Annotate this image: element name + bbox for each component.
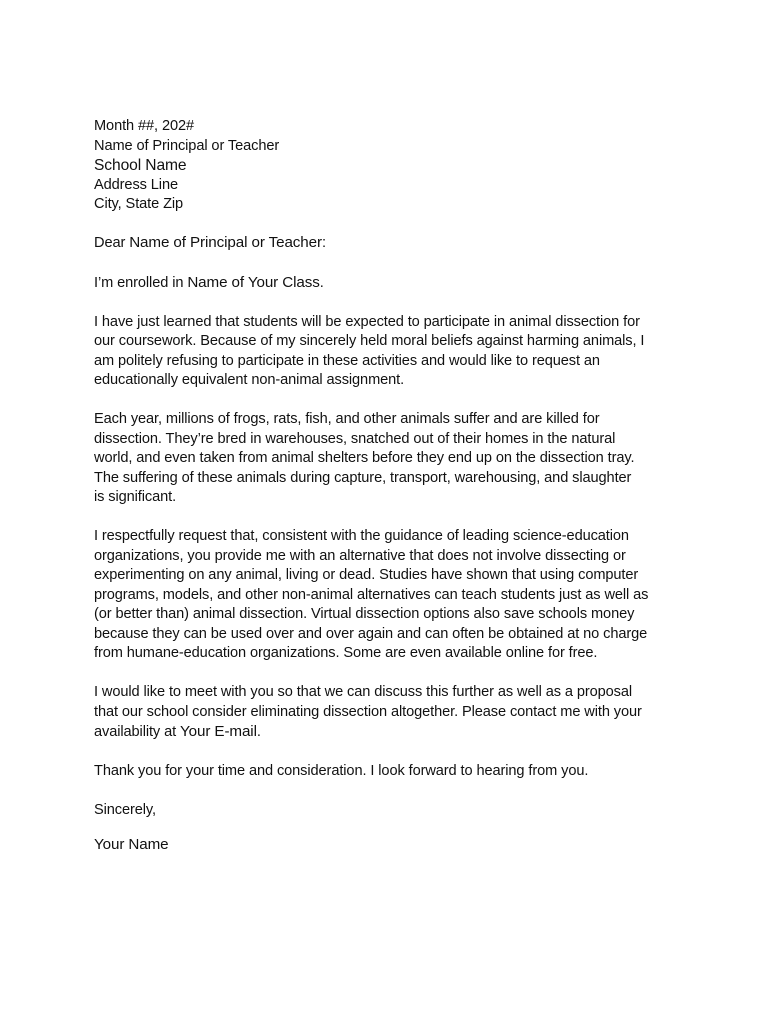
enrolled-line bbox=[94, 273, 694, 294]
paragraph-line: educationally equivalent non-animal assignment. bbox=[94, 372, 405, 388]
address-block bbox=[94, 117, 694, 215]
paragraph-line: I have just learned that students will be expected to participate in animal dissection for bbox=[94, 313, 640, 330]
salutation-prefix: Dear bbox=[94, 234, 130, 251]
paragraph-line: Each year, millions of frogs, rats, fish, and other animals suffer and are killed for bbox=[94, 411, 600, 427]
availability-prefix: availability at bbox=[94, 724, 181, 740]
enrolled-prefix: I’m enrolled in bbox=[94, 274, 188, 291]
email-placeholder: Your E-mail bbox=[180, 723, 257, 740]
letter-date: Month ##, 202# bbox=[94, 118, 195, 134]
letter-body bbox=[94, 117, 694, 854]
city-state-zip: City, State Zip bbox=[94, 196, 184, 212]
paragraph-request bbox=[94, 313, 694, 391]
paragraph-line: I respectfully request that, consistent with the guidance of leading science-education bbox=[94, 528, 629, 544]
sign-off: Sincerely, bbox=[94, 802, 156, 818]
paragraph-alternatives bbox=[94, 527, 694, 664]
paragraph-line: because they can be used over and over again and can often be obtained at no charge bbox=[94, 625, 648, 642]
paragraph-meeting bbox=[94, 683, 694, 743]
paragraph-line: from humane-education organizations. Some are even available online for free. bbox=[94, 645, 598, 661]
class-name: Name of Your Class bbox=[187, 273, 320, 291]
address-line: Address Line bbox=[94, 176, 178, 193]
paragraph-line: experimenting on any animal, living or dead. Studies have shown that using computer bbox=[94, 567, 639, 583]
paragraph-line: is significant. bbox=[94, 489, 177, 505]
paragraph-line: (or better than) animal dissection. Virtual dissection options also save schools money bbox=[94, 606, 635, 622]
availability-suffix: . bbox=[256, 724, 261, 740]
salutation-name: Name of Principal or Teacher bbox=[129, 233, 322, 251]
school-name: School Name bbox=[94, 157, 187, 174]
paragraph-line: world, and even taken from animal shelters before they end up on the dissection tray. bbox=[94, 450, 635, 466]
paragraph-line: that our school consider eliminating dissection altogether. Please contact me with your bbox=[94, 703, 642, 720]
paragraph-line bbox=[94, 722, 694, 743]
paragraph-line: The suffering of these animals during capture, transport, warehousing, and slaughter bbox=[94, 469, 632, 486]
paragraph-suffering bbox=[94, 410, 694, 508]
enrolled-suffix: . bbox=[319, 274, 324, 291]
paragraph-line: organizations, you provide me with an alternative that does not involve dissecting or bbox=[94, 547, 626, 564]
signature-name: Your Name bbox=[94, 835, 169, 853]
paragraph-line: dissection. They’re bred in warehouses, snatched out of their homes in the natural bbox=[94, 430, 616, 447]
salutation-suffix: : bbox=[321, 234, 326, 251]
paragraph-line: programs, models, and other non-animal alternatives can teach students just as well as bbox=[94, 586, 649, 603]
salutation bbox=[94, 233, 694, 254]
paragraph-line: I would like to meet with you so that we can discuss this further as well as a proposal bbox=[94, 684, 633, 700]
paragraph-line: our coursework. Because of my sincerely held moral beliefs against harming animals, I bbox=[94, 333, 645, 349]
paragraph-line: am politely refusing to participate in these activities and would like to request an bbox=[94, 352, 600, 369]
recipient-name: Name of Principal or Teacher bbox=[94, 137, 280, 154]
closing-thanks: Thank you for your time and consideration. I look forward to hearing from you. bbox=[94, 763, 589, 779]
